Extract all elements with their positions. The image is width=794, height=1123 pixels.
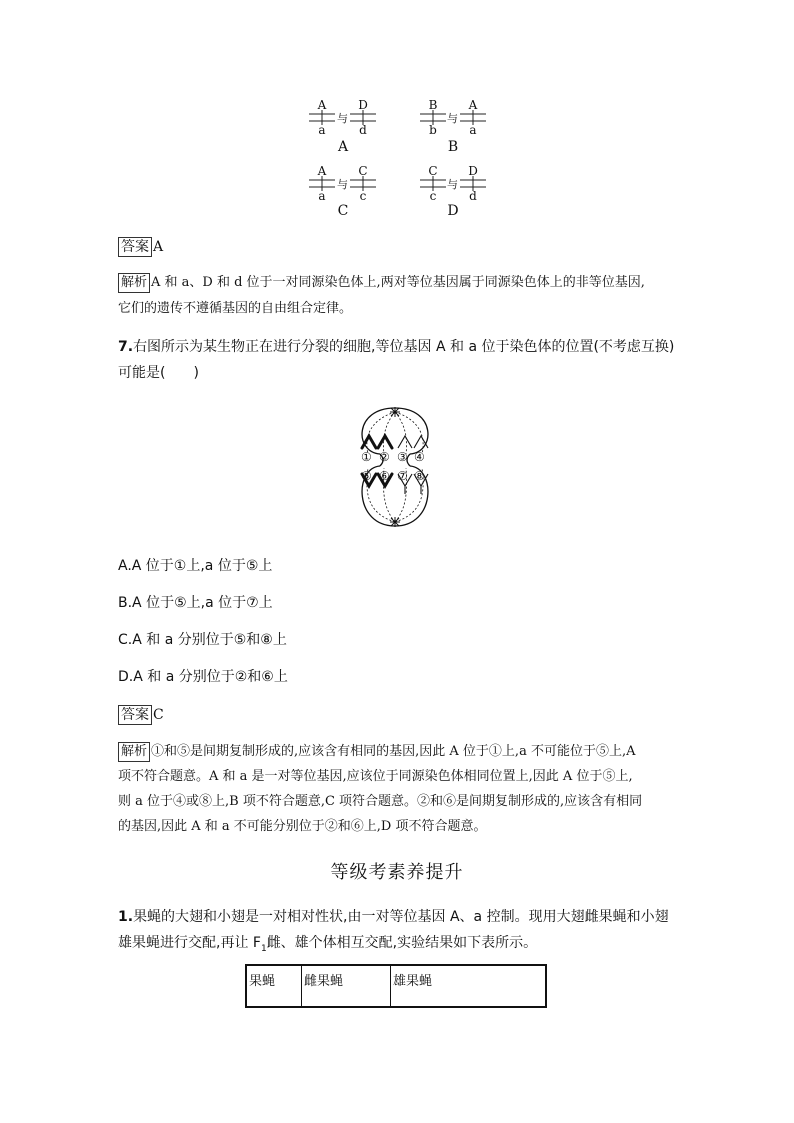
q7-option-a: A.A 位于①上,a 位于⑤上 [118,558,273,574]
connector-label: 与 [337,178,348,191]
gene-label: b [429,123,437,137]
question-number: 7. [118,339,134,355]
answer-tag: 答案 [118,705,152,725]
gene-diagram-lines [0,0,794,230]
subscript: 1 [260,943,267,954]
question-text: 右图所示为某生物正在进行分裂的细胞,等位基因 A 和 a 位于染色体的位置(不考虑互换) [133,339,675,355]
connector-label: 与 [337,112,348,125]
chromosome-label: ⑤ [361,469,372,483]
q7-analysis [118,739,678,839]
gene-label: A [317,164,327,178]
gene-label: A [317,98,327,112]
analysis-tag: 解析 [118,273,150,293]
answer-value: C [153,707,164,723]
table-header: 雌果蝇 [302,965,391,1007]
gene-label: a [318,189,326,203]
question-text: 果蝇的大翅和小翅是一对相对性状,由一对等位基因 A、a 控制。现用大翅雌果蝇和小翅 [133,909,669,925]
q6-analysis [118,270,678,322]
question-text: 可能是( ) [118,365,199,381]
table-header: 雄果蝇 [391,965,547,1007]
table-header: 果蝇 [246,965,302,1007]
q7-option-b: B.A 位于⑤上,a 位于⑦上 [118,595,273,611]
cell-outline [350,402,440,532]
q7-option-c: C.A 和 a 分别位于⑤和⑧上 [118,632,287,648]
analysis-tag: 解析 [118,742,150,762]
gene-label: D [468,164,478,178]
gene-label: C [358,164,368,178]
chromosome-label: ② [379,450,390,464]
q1-stem [118,904,678,962]
answer-value: A [153,239,164,255]
analysis-text: 项不符合题意。A 和 a 是一对等位基因,应该位于同源染色体相同位置上,因此 A 位于⑤上, [118,769,633,784]
analysis-text: 则 a 位于④或⑧上,B 项不符合题意,C 项符合题意。②和⑥是间期复制形成的,应该含有相同 [118,794,643,809]
option-letter: A [337,139,349,155]
chromosome-label: ③ [397,450,408,464]
analysis-text: A 和 a、D 和 d 位于一对同源染色体上,两对等位基因属于同源染色体上的非等位基因, [151,275,645,290]
option-letter: C [337,203,349,219]
q7-stem [118,334,678,386]
gene-label: D [358,98,368,112]
gene-label: a [318,123,326,137]
gene-label: a [469,123,477,137]
answer-tag: 答案 [118,237,152,257]
gene-label: C [428,164,438,178]
results-table [245,964,547,1008]
analysis-text: ①和⑤是间期复制形成的,应该含有相同的基因,因此 A 位于①上,a 不可能位于⑤上,A [151,744,636,759]
question-text: 雄果蝇进行交配,再让 F [118,935,261,951]
gene-label: d [359,123,367,137]
analysis-text: 它们的遗传不遵循基因的自由组合定律。 [118,301,353,316]
analysis-text: 的基因,因此 A 和 a 不可能分别位于②和⑥上,D 项不符合题意。 [118,819,487,834]
q7-answer [118,702,678,728]
cell-division-figure [350,402,440,532]
gene-label: B [428,98,438,112]
q6-answer [118,234,678,260]
chromosome-label: ① [361,450,372,464]
q7-option-d: D.A 和 a 分别位于②和⑥上 [118,669,288,685]
chromosome-label: ⑥ [379,469,390,483]
option-letter: B [447,139,459,155]
option-letter: D [447,203,459,219]
chromosome-label: ④ [414,450,425,464]
question-number: 1. [118,909,134,925]
connector-label: 与 [447,112,458,125]
chromosome-label: ⑦ [397,469,408,483]
chromosome-label: ⑧ [414,469,425,483]
gene-label: A [468,98,478,112]
question-text: 雌、雄个体相互交配,实验结果如下表所示。 [266,935,538,951]
table-row [246,965,546,1007]
gene-label: c [359,189,367,203]
gene-label: d [469,189,477,203]
gene-label: c [429,189,437,203]
connector-label: 与 [447,178,458,191]
section-title: 等级考素养提升 [330,862,464,883]
